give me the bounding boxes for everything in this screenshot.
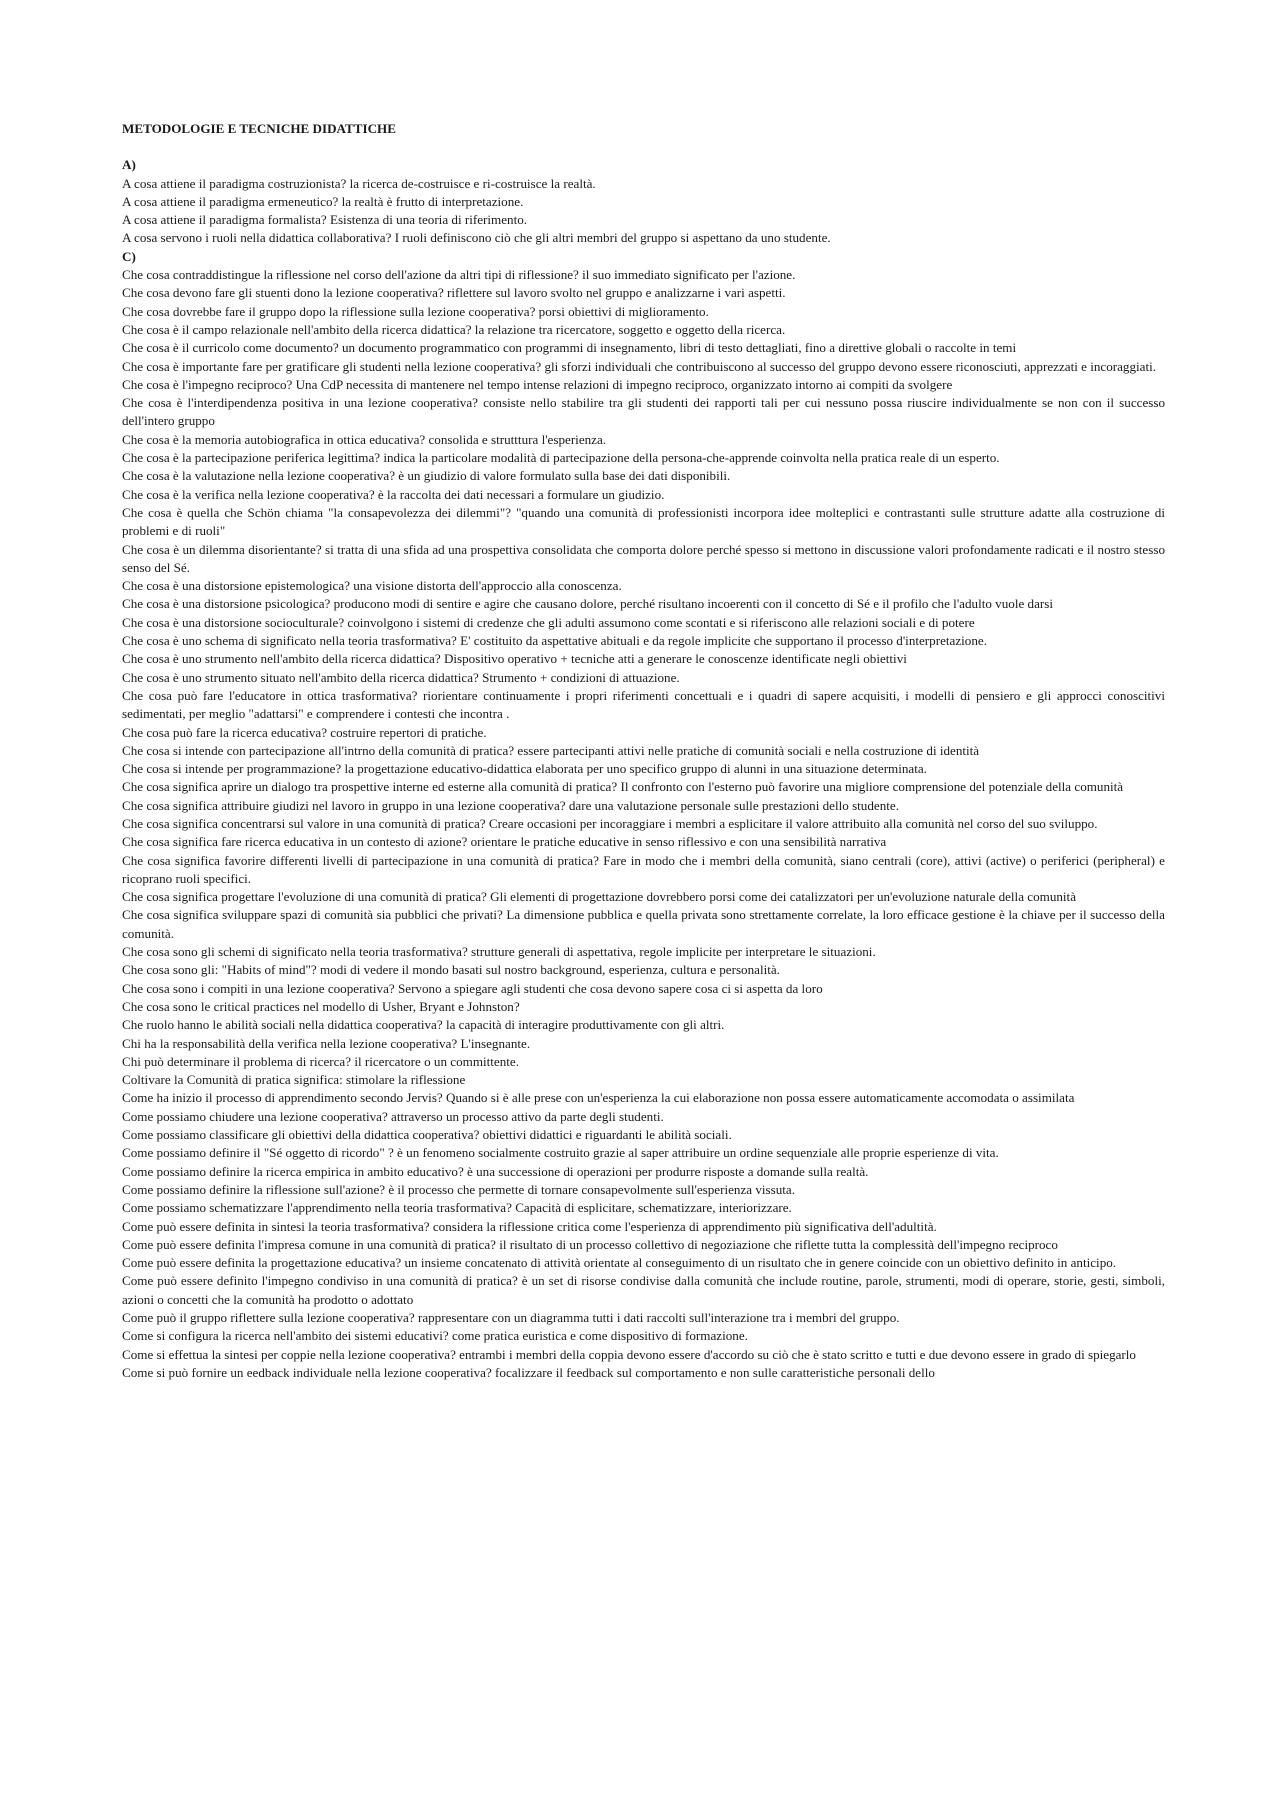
qa-entry: Che cosa dovrebbe fare il gruppo dopo la riflessione sulla lezione cooperativa? porsi obiettivi di miglioramento. [122, 303, 709, 319]
document-body [122, 156, 1165, 1382]
section-label: A) [122, 157, 136, 173]
qa-entry: Che cosa è l'impegno reciproco? Una CdP necessita di mantenere nel tempo intense relazioni di impegno reciproco, organizzato intorno ai compiti da svolgere [122, 376, 953, 392]
qa-entry: Come ha inizio il processo di apprendimento secondo Jervis? Quando si è alle prese con un'esperienza la cui elaborazione non possa essere automaticamente accomodata o assimilata [122, 1090, 1075, 1106]
qa-entry: Come possiamo schematizzare l'apprendimento nella teoria trasformativa? Capacità di esplicitare, schematizzare, interiorizzare. [122, 1200, 792, 1216]
qa-entry: Che cosa è un dilemma disorientante? si tratta di una sfida ad una prospettiva consolidata che comporta dolore perché spesso si mettono in discussione valori profondamente radicati e il nostro stesso senso del Sé. [122, 541, 1165, 575]
qa-entry: Come si effettua la sintesi per coppie nella lezione cooperativa? entrambi i membri della coppia devono essere d'accordo su ciò che è stato scritto e tutti e due devono essere in grado di spiegarlo [122, 1346, 1136, 1362]
qa-entry: Che cosa si intende per programmazione? la progettazione educativo-didattica elaborata per uno specifico gruppo di alunni in una situazione determinata. [122, 761, 927, 777]
qa-entry: Che cosa è una distorsione psicologica? producono modi di sentire e agire che causano dolore, perché risultano incoerenti con il concetto di Sé e il profilo che l'adulto vuole darsi [122, 596, 1053, 612]
qa-entry: A cosa attiene il paradigma ermeneutico? la realtà è frutto di interpretazione. [122, 193, 524, 209]
qa-entry: Che cosa significa fare ricerca educativa in un contesto di azione? orientare le pratiche educative in senso riflessivo e con una sensibilità narrativa [122, 834, 887, 850]
qa-entry: Che cosa contraddistingue la riflessione nel corso dell'azione da altri tipi di riflessione? il suo immediato significato per l'azione. [122, 267, 796, 283]
qa-entry: Che cosa sono gli schemi di significato nella teoria trasformativa? strutture generali di aspettativa, regole implicite per interpretare le situazioni. [122, 944, 876, 960]
qa-entry: Che cosa è una distorsione epistemologica? una visione distorta dell'approccio alla conoscenza. [122, 578, 622, 594]
qa-entry: Che cosa significa sviluppare spazi di comunità sia pubblici che privati? La dimensione pubblica e quella privata sono strettamente correlate, la loro efficace gestione è la chiave per il successo della comunità. [122, 907, 1165, 941]
qa-entry: Come può essere definito l'impegno condiviso in una comunità di pratica? è un set di risorse condivise dalla comunità che include routine, parole, strumenti, modi di operare, storie, gesti, simboli, azioni o concetti che la comunità ha prodotto o adottato [122, 1273, 1165, 1307]
qa-entry: Che cosa è il campo relazionale nell'ambito della ricerca didattica? la relazione tra ricercatore, soggetto e oggetto della ricerca. [122, 321, 786, 337]
qa-entry: Che cosa è quella che Schön chiama "la consapevolezza dei dilemmi"? "quando una comunità di professionisti incorpora idee molteplici e contrastanti sulle strutture adatte alla costruzione di problemi e di ruoli" [122, 504, 1165, 539]
qa-entry: Come possiamo definire la riflessione sull'azione? è il processo che permette di tornare consapevolmente sull'esperienza vissuta. [122, 1181, 796, 1197]
qa-entry: Che cosa può fare la ricerca educativa? costruire repertori di pratiche. [122, 724, 487, 740]
qa-entry: Come si configura la ricerca nell'ambito dei sistemi educativi? come pratica euristica e come dispositivo di formazione. [122, 1328, 748, 1344]
qa-entry: Come può essere definita l'impresa comune in una comunità di pratica? il risultato di un processo collettivo di negoziazione che riflette tutta la complessità dell'impegno reciproco [122, 1236, 1058, 1252]
document-page [122, 120, 1165, 1382]
qa-entry: Che cosa sono i compiti in una lezione cooperativa? Servono a spiegare agli studenti che cosa devono sapere cosa ci si aspetta da loro [122, 980, 823, 996]
qa-entry: Come si può fornire un eedback individuale nella lezione cooperativa? focalizzare il feedback sul comportamento e non sulle caratteristiche personali dello [122, 1364, 935, 1380]
qa-entry: Come può essere definita in sintesi la teoria trasformativa? considera la riflessione critica come l'esperienza di apprendimento più significativa dell'adultità. [122, 1218, 937, 1234]
qa-entry: Coltivare la Comunità di pratica significa: stimolare la riflessione [122, 1072, 466, 1088]
section-label: C) [122, 248, 136, 264]
qa-entry: Che cosa è la memoria autobiografica in ottica educativa? consolida e strutttura l'esperienza. [122, 431, 607, 447]
qa-entry: Che cosa sono gli: "Habits of mind"? modi di vedere il mondo basati sul nostro background, esperienza, cultura e personalità. [122, 962, 780, 978]
qa-entry: Che cosa significa concentrarsi sul valore in una comunità di pratica? Creare occasioni per incoraggiare i membri a esplicitare il valore attribuito alla comunità nel corso del suo sviluppo. [122, 815, 1098, 831]
qa-entry: Che cosa è la valutazione nella lezione cooperativa? è un giudizio di valore formulato sulla base dei dati disponibili. [122, 468, 731, 484]
qa-entry: A cosa attiene il paradigma formalista? Esistenza di una teoria di riferimento. [122, 212, 528, 228]
qa-entry: Chi ha la responsabilità della verifica nella lezione cooperativa? L'insegnante. [122, 1035, 531, 1051]
qa-entry: Che cosa è la verifica nella lezione cooperativa? è la raccolta dei dati necessari a formulare un giudizio. [122, 486, 665, 502]
qa-entry: Che cosa è uno strumento nell'ambito della ricerca didattica? Dispositivo operativo + tecniche atti a generare le conoscenze identificate negli obiettivi [122, 651, 907, 667]
qa-entry: Come può il gruppo riflettere sulla lezione cooperativa? rappresentare con un diagramma tutti i dati raccolti sull'interazione tra i membri del gruppo. [122, 1310, 900, 1325]
qa-entry: Che cosa è il curricolo come documento? un documento programmatico con programmi di insegnamento, libri di testo dettagliati, fino a direttive globali o raccolte in temi [122, 340, 1017, 356]
qa-entry: Che cosa è uno strumento situato nell'ambito della ricerca didattica? Strumento + condizioni di attuazione. [122, 669, 680, 685]
qa-entry: Come possiamo classificare gli obiettivi della didattica cooperativa? obiettivi didattici e riguardanti le abilità sociali. [122, 1127, 732, 1143]
qa-entry: A cosa servono i ruoli nella didattica collaborativa? I ruoli definiscono ciò che gli altri membri del gruppo si aspettano da uno studente. [122, 230, 831, 246]
qa-entry: Che cosa è una distorsione socioculturale? coinvolgono i sistemi di credenze che gli adulti assumono come scontati e si riferiscono alle relazioni sociali e di potere [122, 614, 975, 630]
qa-entry: Che cosa è importante fare per gratificare gli studenti nella lezione cooperativa? gli sforzi individuali che contribuiscono al successo del gruppo devono essere riconosciuti, apprezzati e incoraggiati. [122, 358, 1157, 374]
qa-entry: Che ruolo hanno le abilità sociali nella didattica cooperativa? la capacità di interagire produttivamente con gli altri. [122, 1017, 725, 1033]
qa-entry: Che cosa significa aprire un dialogo tra prospettive interne ed esterne alla comunità di pratica? Il confronto con l'esterno può favorire una migliore comprensione del potenziale della comunità [122, 779, 1124, 795]
qa-entry: Che cosa significa attribuire giudizi nel lavoro in gruppo in una lezione cooperativa? dare una valutazione personale sulle prestazioni dello studente. [122, 797, 899, 813]
qa-entry: A cosa attiene il paradigma costruzionista? la ricerca de-costruisce e ri-costruisce la realtà. [122, 175, 596, 191]
document-title: METODOLOGIE E TECNICHE DIDATTICHE [122, 121, 396, 136]
qa-entry: Che cosa devono fare gli stuenti dono la lezione cooperativa? riflettere sul lavoro svolto nel gruppo e analizzarne i vari aspetti. [122, 285, 786, 301]
qa-entry: Come possiamo definire il "Sé oggetto di ricordo" ? è un fenomeno socialmente costruito grazie al saper attribuire un ordine sequenziale alle proprie esperienze di vita. [122, 1145, 999, 1161]
qa-entry: Che cosa significa favorire differenti livelli di partecipazione in una comunità di pratica? Fare in modo che i membri della comunità, siano centrali (core), attivi (active) o periferici (peripheral) e ricoprano ruoli specifici. [122, 852, 1165, 886]
qa-entry: Che cosa può fare l'educatore in ottica trasformativa? riorientare continuamente i propri riferimenti concettuali e i quadri di sapere acquisiti, i modelli di pensiero e gli approcci conoscitivi sedimentati, per meglio "adattarsi" e comprendere i contesti che incontra . [122, 687, 1165, 722]
qa-entry: Come possiamo definire la ricerca empirica in ambito educativo? è una successione di operazioni per produrre risposte a domande sulla realtà. [122, 1163, 869, 1179]
qa-entry: Che cosa è la partecipazione periferica legittima? indica la particolare modalità di partecipazione della persona-che-apprende coinvolta nella pratica reale di un esperto. [122, 450, 1000, 466]
qa-entry: Che cosa si intende con partecipazione all'intrno della comunità di pratica? essere partecipanti attivi nelle pratiche di comunità sociali e nella costruzione di identità [122, 742, 980, 758]
qa-entry: Che cosa significa progettare l'evoluzione di una comunità di pratica? Gli elementi di progettazione dovrebbero porsi come dei catalizzatori per un'evoluzione naturale della comunità [122, 889, 1077, 905]
qa-entry: Come possiamo chiudere una lezione cooperativa? attraverso un processo attivo da parte degli studenti. [122, 1108, 664, 1124]
qa-entry: Che cosa sono le critical practices nel modello di Usher, Bryant e Johnston? [122, 998, 520, 1014]
qa-entry: Chi può determinare il problema di ricerca? il ricercatore o un committente. [122, 1053, 520, 1069]
qa-entry: Che cosa è l'interdipendenza positiva in una lezione cooperativa? consiste nello stabilire tra gli studenti dei rapporti tali per cui nessuno possa riuscire individualmente se non con il successo dell'intero gruppo [122, 395, 1165, 429]
qa-entry: Che cosa è uno schema di significato nella teoria trasformativa? E' costituito da aspettative abituali e da regole implicite che supportano il processo d'interpretazione. [122, 633, 987, 649]
qa-entry: Come può essere definita la progettazione educativa? un insieme concatenato di attività orientate al conseguimento di un risultato che in genere coincide con un obiettivo definito in anticipo. [122, 1255, 1117, 1271]
